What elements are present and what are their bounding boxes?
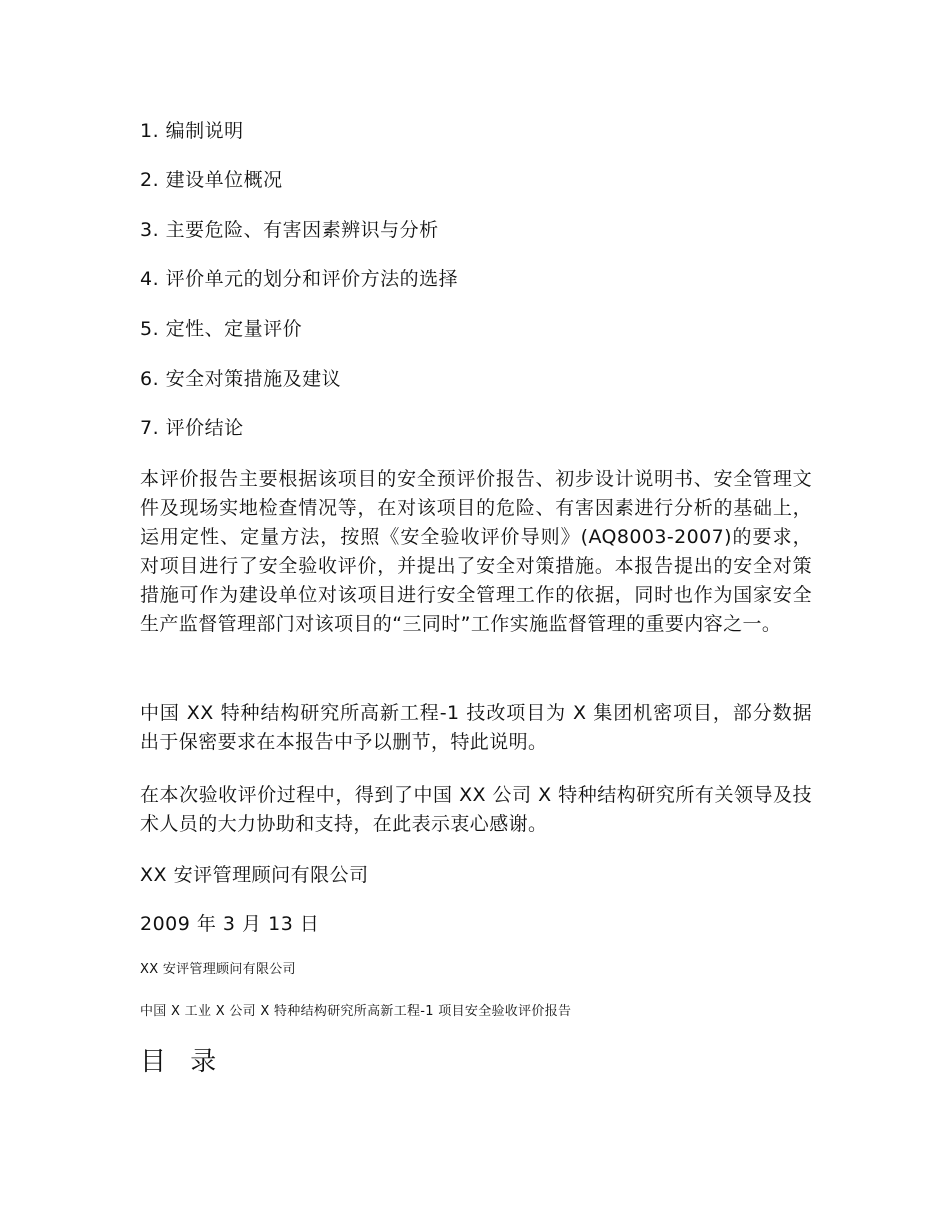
intro-paragraph: 本评价报告主要根据该项目的安全预评价报告、初步设计说明书、安全管理文件及现场实地检查情况等，在对该项目的危险、有害因素进行分析的基础上，运用定性、定量方法，按照《安全验收评价导则》(AQ8003-2007)的要求，对项目进行了安全验收评价，并提出了安全对策措施。本报告提出的安全对策措施可作为建设单位对该项目进行安全管理工作的依据，同时也作为国家安全生产监督管理部门对该项目的“三同时”工作实施监督管理的重要内容之一。 <box>140 468 812 635</box>
toc-item-4: 4. 评价单元的划分和评价方法的选择 <box>140 268 459 290</box>
toc-item-6: 6. 安全对策措施及建议 <box>140 368 342 390</box>
acknowledgement-paragraph: 在本次验收评价过程中，得到了中国 XX 公司 X 特种结构研究所有关领导及技术人员的大力协助和支持，在此表示衷心感谢。 <box>140 784 812 835</box>
confidentiality-paragraph: 中国 XX 特种结构研究所高新工程-1 技改项目为 X 集团机密项目，部分数据出于保密要求在本报告中予以删节，特此说明。 <box>140 702 812 753</box>
signature-date: 2009 年 3 月 13 日 <box>140 913 320 935</box>
toc-item-7: 7. 评价结论 <box>140 417 244 439</box>
toc-item-1: 1. 编制说明 <box>140 120 244 142</box>
contents-heading: 目 录 <box>140 1047 225 1077</box>
toc-item-3: 3. 主要危险、有害因素辨识与分析 <box>140 219 439 241</box>
toc-item-2: 2. 建设单位概况 <box>140 169 283 191</box>
footer-company: XX 安评管理顾问有限公司 <box>140 962 296 977</box>
footer-report-title: 中国 X 工业 X 公司 X 特种结构研究所高新工程-1 项目安全验收评价报告 <box>140 1004 572 1019</box>
signature-company: XX 安评管理顾问有限公司 <box>140 864 369 886</box>
toc-item-5: 5. 定性、定量评价 <box>140 318 303 340</box>
